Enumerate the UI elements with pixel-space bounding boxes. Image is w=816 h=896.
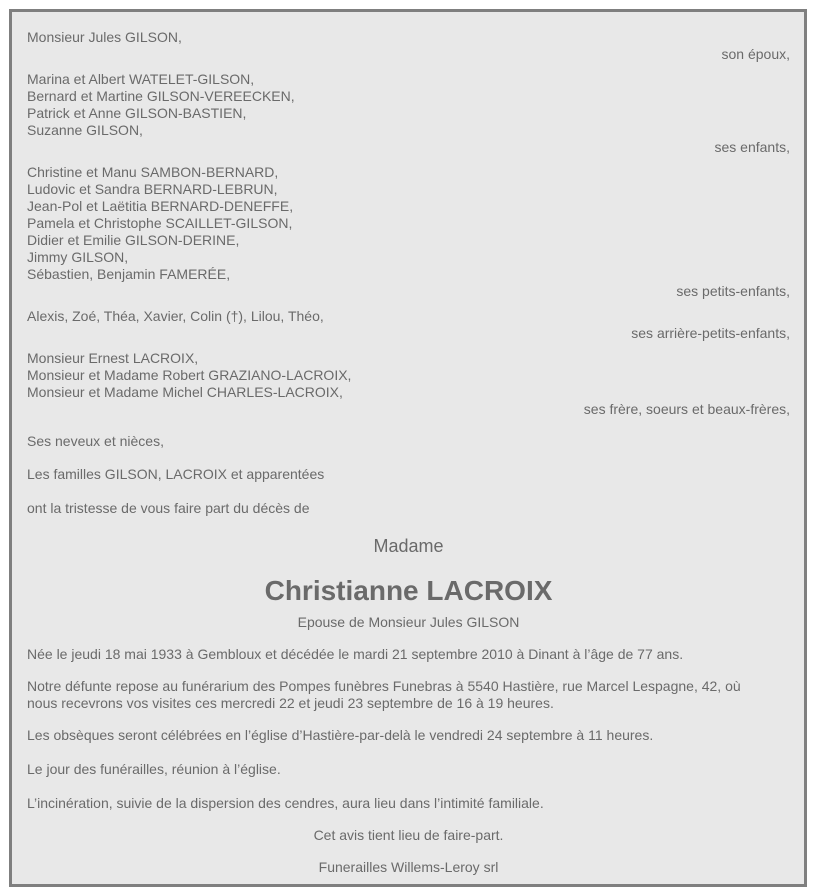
meeting-paragraph: Le jour des funérailles, réunion à l’église. — [27, 761, 281, 777]
grandchild-name: Ludovic et Sandra BERNARD-LEBRUN, — [27, 181, 278, 197]
grandchildren-relation: ses petits-enfants, — [676, 283, 790, 299]
nephews-line: Ses neveux et nièces, — [27, 433, 164, 449]
deceased-name: Christianne LACROIX — [264, 575, 553, 606]
spouse-name: Monsieur Jules GILSON, — [27, 29, 182, 45]
obituary-card — [9, 9, 807, 887]
deceased-title: Madame — [373, 536, 444, 556]
deceased-subtitle: Epouse de Monsieur Jules GILSON — [297, 614, 520, 630]
families-line: Les familles GILSON, LACROIX et apparentées — [27, 466, 325, 482]
grandchild-name: Christine et Manu SAMBON-BERNARD, — [27, 164, 279, 180]
funeral-paragraph: Les obsèques seront célébrées en l’église d’Hastière-par-delà le vendredi 24 septembre à 11 heures. — [27, 727, 654, 743]
great-grandchildren-relation: ses arrière-petits-enfants, — [631, 325, 790, 341]
great-grandchildren-names: Alexis, Zoé, Théa, Xavier, Colin (†), Lilou, Théo, — [27, 308, 324, 324]
child-name: Marina et Albert WATELET-GILSON, — [27, 71, 255, 87]
child-name: Suzanne GILSON, — [27, 122, 143, 138]
grandchild-name: Pamela et Christophe SCAILLET-GILSON, — [27, 215, 293, 231]
grandchild-name: Jimmy GILSON, — [27, 249, 129, 265]
sibling-name: Monsieur et Madame Robert GRAZIANO-LACROIX, — [27, 367, 352, 383]
notice-line: Cet avis tient lieu de faire-part. — [313, 827, 504, 843]
sibling-name: Monsieur et Madame Michel CHARLES-LACROIX, — [27, 384, 343, 400]
grandchild-name: Didier et Emilie GILSON-DERINE, — [27, 232, 240, 248]
sibling-name: Monsieur Ernest LACROIX, — [27, 350, 199, 366]
children-relation: ses enfants, — [714, 139, 790, 155]
birth-death-paragraph: Née le jeudi 18 mai 1933 à Gembloux et décédée le mardi 21 septembre 2010 à Dinant à l’âge de 77 ans. — [27, 646, 684, 662]
spouse-relation: son époux, — [721, 46, 790, 62]
siblings-relation: ses frère, soeurs et beaux-frères, — [583, 401, 790, 417]
cremation-paragraph: L’incinération, suivie de la dispersion des cendres, aura lieu dans l’intimité familiale. — [27, 795, 544, 811]
funeral-home-line: Funerailles Willems-Leroy srl — [318, 859, 499, 875]
child-name: Patrick et Anne GILSON-BASTIEN, — [27, 105, 247, 121]
grandchild-name: Jean-Pol et Laëtitia BERNARD-DENEFFE, — [27, 198, 294, 214]
repose-paragraph-line1: Notre défunte repose au funérarium des Pompes funèbres Funebras à 5540 Hastière, rue Marcel Lespagne, 42, où — [27, 678, 741, 694]
announcement-line: ont la tristesse de vous faire part du décès de — [27, 500, 310, 516]
child-name: Bernard et Martine GILSON-VEREECKEN, — [27, 88, 295, 104]
grandchild-name: Sébastien, Benjamin FAMERÉE, — [27, 266, 231, 282]
repose-paragraph-line2: nous recevrons vos visites ces mercredi 22 et jeudi 23 septembre de 16 à 19 heures. — [27, 695, 554, 711]
obituary-content — [27, 29, 790, 876]
